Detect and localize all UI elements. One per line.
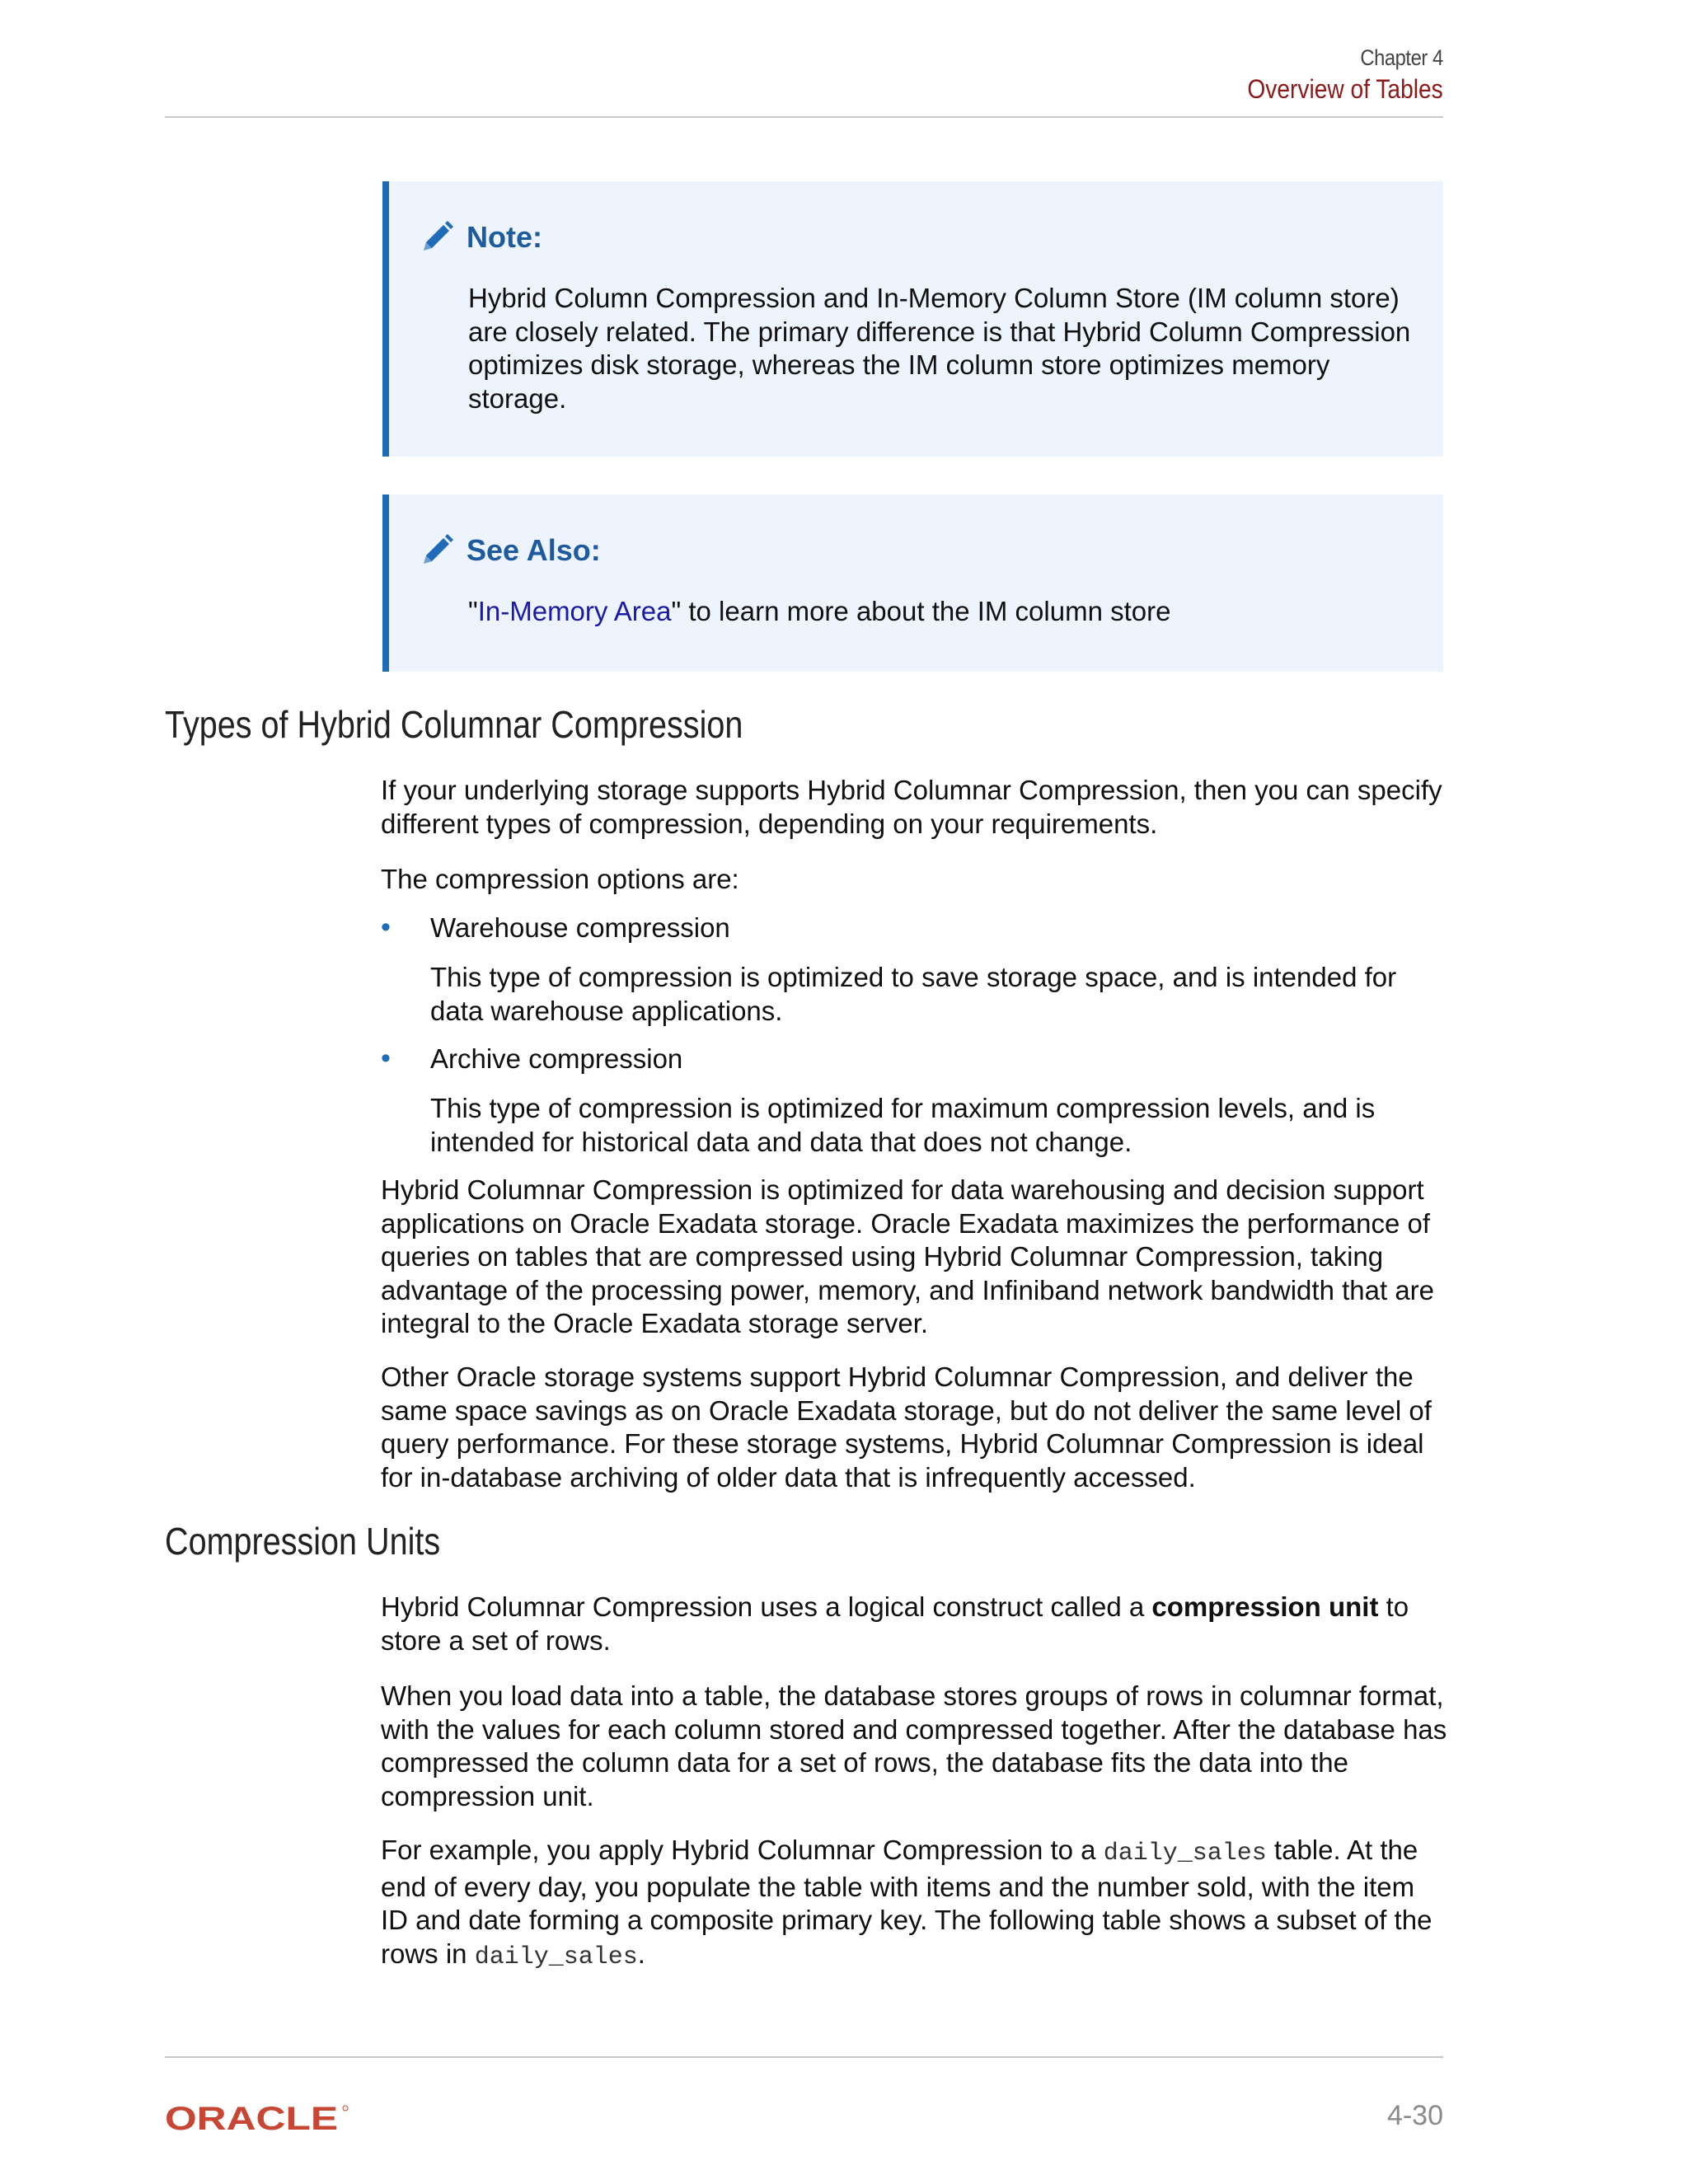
paragraph [381, 1591, 1448, 1657]
text-run: Hybrid Columnar Compression uses a logical construct called a [381, 1591, 1152, 1622]
bullet-icon: • [381, 1043, 391, 1074]
see-also-header [419, 532, 601, 569]
paragraph: Hybrid Columnar Compression is optimized for data warehousing and decision support applications on Oracle Exadata storage. Oracle Exadata maximizes the performance of queries on tables that are compressed using Hybrid Columnar Compression, taking advantage of the processing power, memory, and Infiniband network bandwidth that are integral to the Oracle Exadata storage server. [381, 1174, 1435, 1338]
paragraph: If your underlying storage supports Hybrid Columnar Compression, then you can specify different types of compression, depending on your requirements. [381, 775, 1442, 839]
see-also-rest: " to learn more about the IM column store [671, 596, 1171, 626]
note-body: Hybrid Column Compression and In-Memory Column Store (IM column store) are closely related. The primary difference is that Hybrid Column Compression optimizes disk storage, whereas the IM column store optimizes memory storage. [468, 283, 1411, 414]
text-run: to store a set of rows. [381, 1591, 1409, 1656]
paragraph: The compression options are: [381, 864, 739, 894]
pencil-icon [419, 219, 455, 255]
bullet-icon: • [381, 912, 391, 943]
footer-divider [165, 2056, 1443, 2058]
paragraph: When you load data into a table, the database stores groups of rows in columnar format, with the values for each column stored and compressed together. After the database has compressed the column data for a set of rows, the database fits the data into the compression unit. [381, 1680, 1447, 1811]
running-header [1221, 43, 1443, 105]
list-item-description: This type of compression is optimized to save storage space, and is intended for data warehouse applications. [430, 962, 1397, 1026]
quote-open: " [468, 596, 478, 626]
chapter-title: Overview of Tables [1247, 74, 1443, 104]
see-also-body [468, 595, 1432, 629]
page-number: 4-30 [1386, 2100, 1443, 2131]
oracle-logo-mark [165, 2103, 349, 2133]
paragraph [381, 1834, 1448, 1974]
code-daily-sales: daily_sales [474, 1943, 638, 1971]
header-divider [165, 116, 1443, 118]
note-header [419, 219, 542, 255]
list-item-label: Archive compression [430, 1043, 683, 1074]
term-compression-unit: compression unit [1151, 1591, 1379, 1622]
section-heading-types: Types of Hybrid Columnar Compression [165, 703, 743, 746]
list-item-label: Warehouse compression [430, 912, 730, 943]
pencil-icon [419, 532, 455, 569]
chapter-label: Chapter 4 [1360, 45, 1443, 70]
text-run: table. At the end of every day, you populate the table with items and the number sold, with the item ID and date forming a composite primary key. The following table shows a subset of the rows in [381, 1835, 1432, 1969]
list-item-description: This type of compression is optimized for maximum compression levels, and is intended for historical data and data that does not change. [430, 1093, 1376, 1157]
see-also-title: See Also: [467, 533, 601, 567]
see-also-callout [382, 494, 1443, 672]
code-daily-sales: daily_sales [1103, 1840, 1267, 1868]
logo-text: ORACLE [165, 2103, 338, 2133]
text-run: . [637, 1938, 645, 1969]
oracle-logo [165, 2103, 349, 2137]
paragraph: Other Oracle storage systems support Hybrid Columnar Compression, and deliver the same space savings as on Oracle Exadata storage, but do not deliver the same level of query performance. For these storage systems, Hybrid Columnar Compression is ideal for in-database archiving of older data that is infrequently accessed. [381, 1361, 1432, 1493]
section-heading-compression-units: Compression Units [165, 1520, 441, 1563]
note-title: Note: [467, 220, 542, 254]
text-run: For example, you apply Hybrid Columnar Compression to a [381, 1835, 1104, 1865]
note-callout [382, 181, 1443, 457]
in-memory-area-link[interactable]: In-Memory Area [477, 596, 672, 626]
